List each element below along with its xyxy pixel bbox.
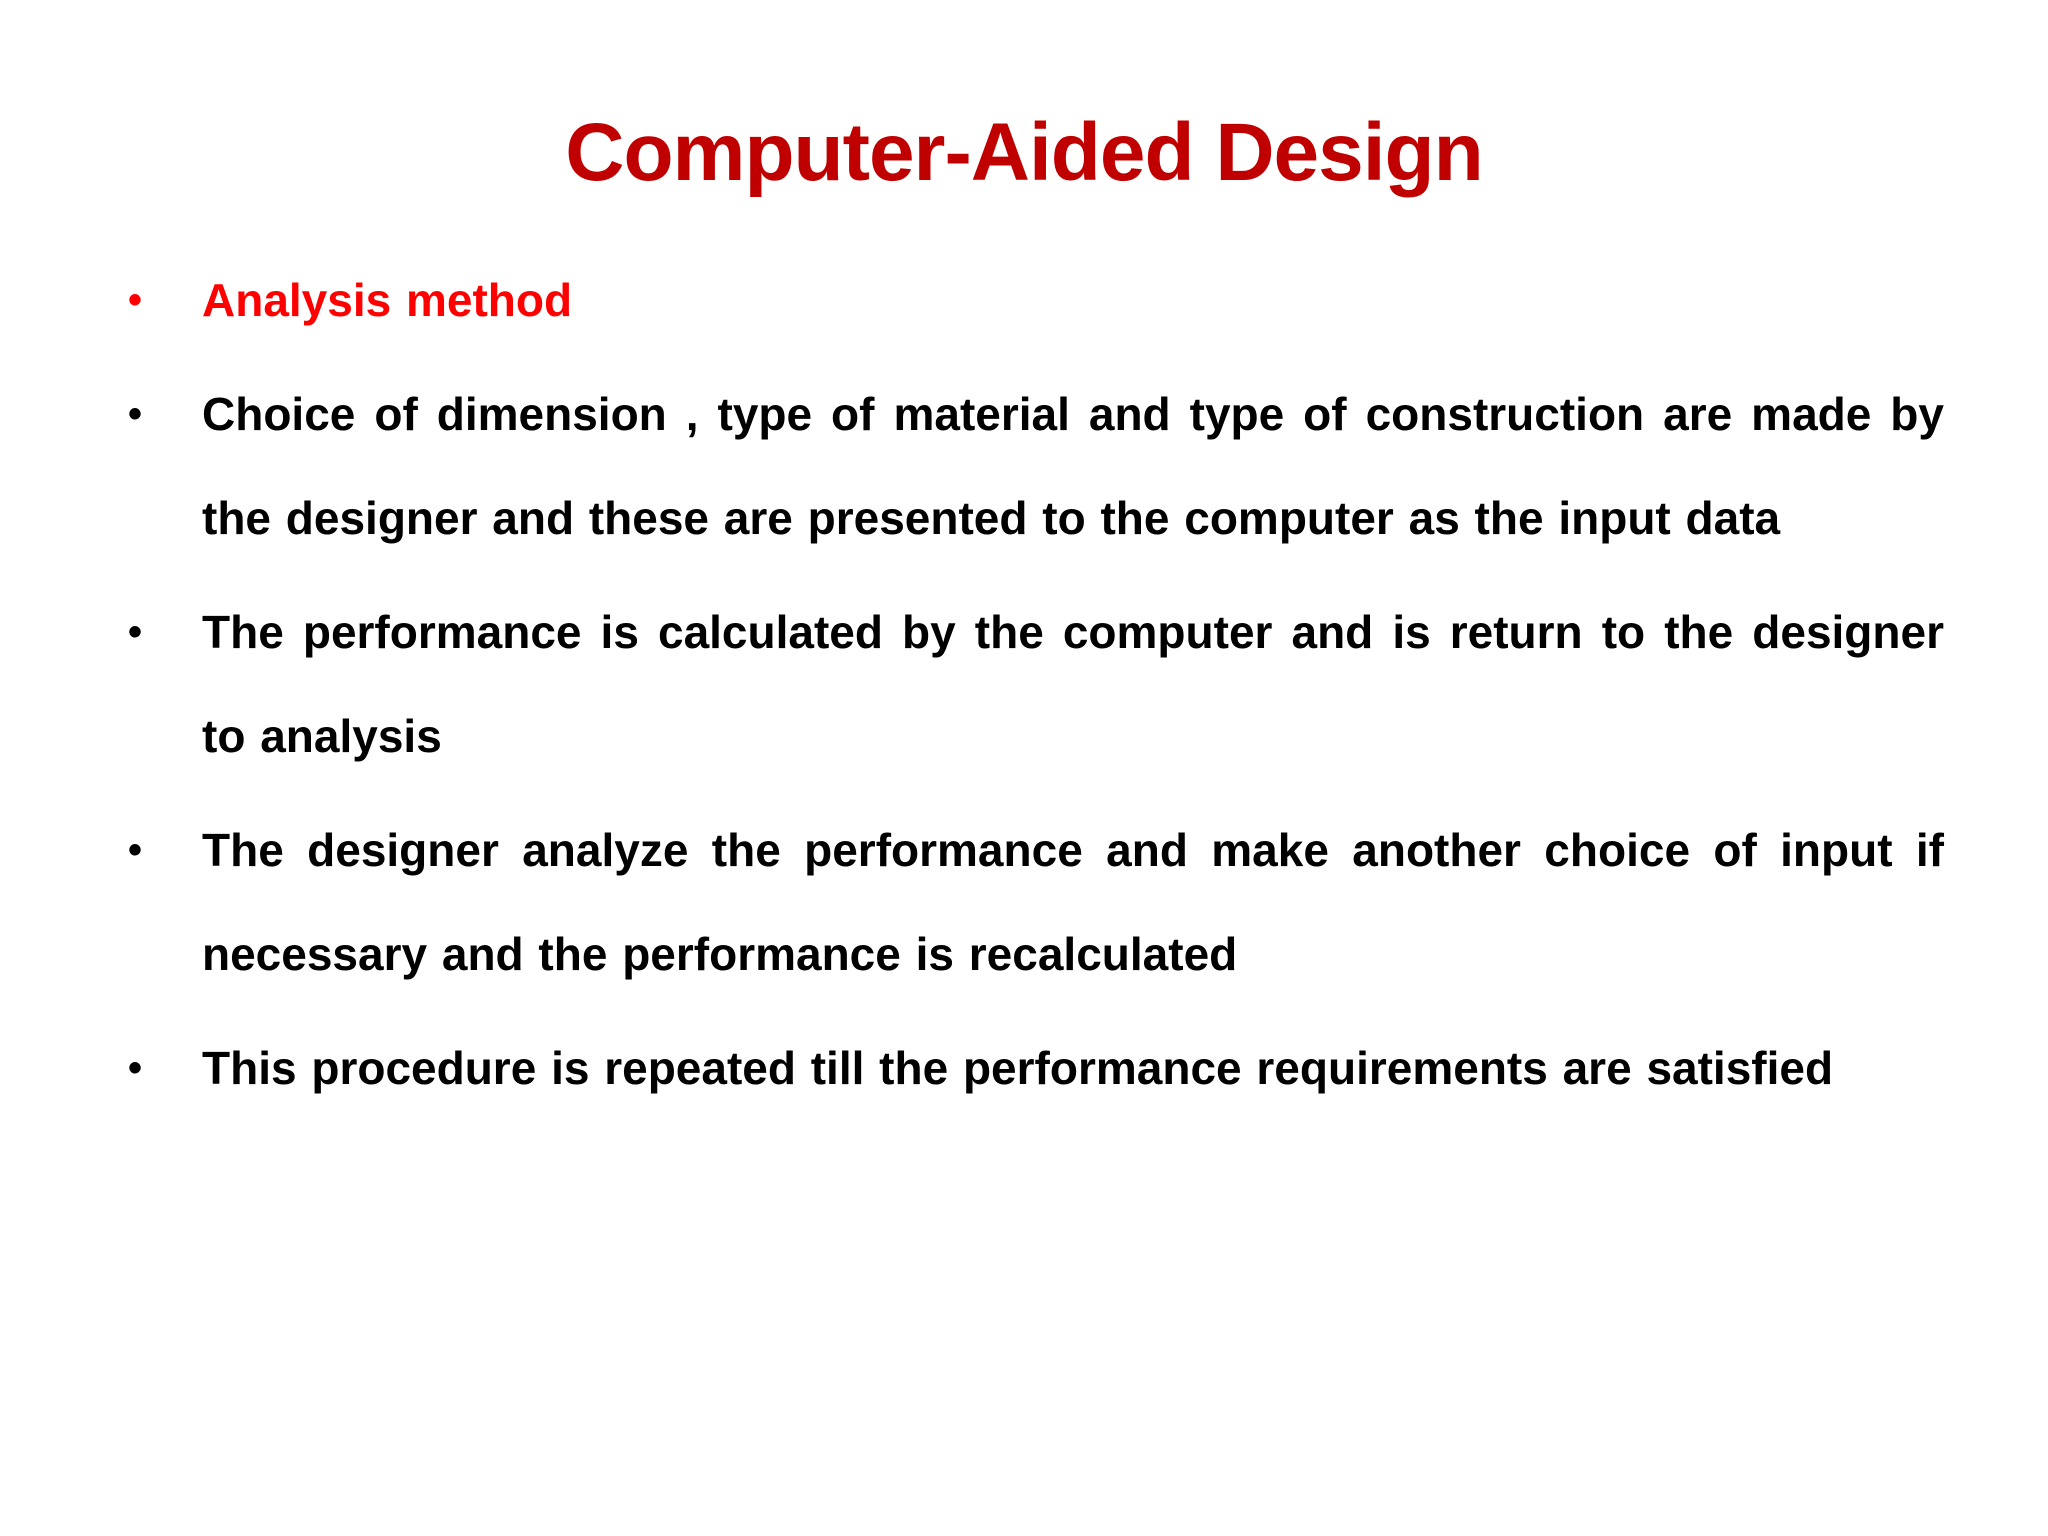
slide-title: Computer-Aided Design bbox=[565, 107, 1483, 198]
bullet-dot-icon: • bbox=[128, 828, 143, 872]
bullet-dot-icon: • bbox=[128, 392, 143, 436]
bullet-item-analysis-method bbox=[124, 248, 1944, 352]
bullet-text: The performance is calculated by the computer and is return to the designer to analysis bbox=[202, 606, 1944, 762]
bullet-dot-icon: • bbox=[128, 1046, 143, 1090]
bullet-item-performance-calculated bbox=[124, 580, 1944, 788]
bullet-dot-icon: • bbox=[128, 610, 143, 654]
bullet-list bbox=[124, 248, 1944, 1130]
bullet-item-procedure-repeated bbox=[124, 1016, 1944, 1120]
bullet-item-designer-analyze bbox=[124, 798, 1944, 1006]
bullet-text: Choice of dimension , type of material and type of construction are made by the designer and these are presented to the computer as the input data bbox=[202, 388, 1944, 544]
bullet-dot-icon: • bbox=[128, 278, 143, 322]
bullet-text: Analysis method bbox=[202, 274, 573, 326]
bullet-item-choice-of-dimension bbox=[124, 362, 1944, 570]
bullet-text: This procedure is repeated till the performance requirements are satisfied bbox=[202, 1042, 1834, 1094]
bullet-text: The designer analyze the performance and make another choice of input if necessary and the performance is recalculated bbox=[202, 824, 1944, 980]
